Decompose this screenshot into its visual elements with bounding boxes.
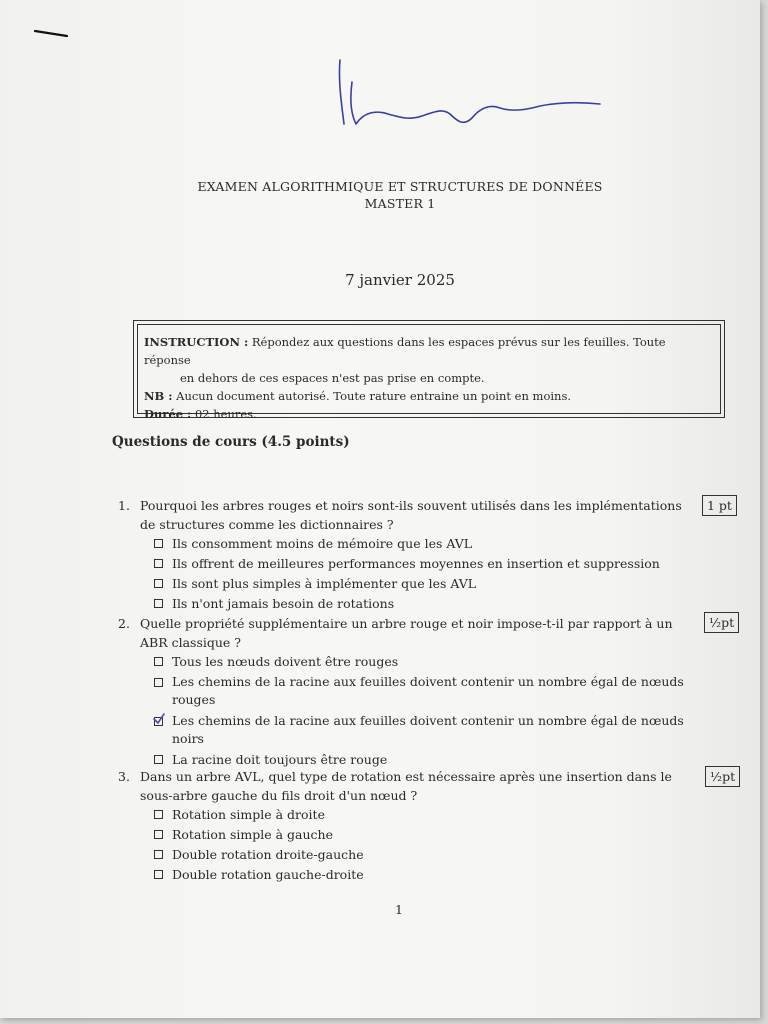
checkbox[interactable] <box>154 678 163 687</box>
option-label: Les chemins de la racine aux feuilles doivent contenir un nombre égal de nœuds rouges <box>172 674 684 707</box>
points-badge: 1 pt <box>702 495 737 516</box>
check-mark-icon <box>152 712 166 726</box>
question-number: 2. <box>118 616 130 631</box>
option-label: Les chemins de la racine aux feuilles doivent contenir un nombre égal de nœuds noirs <box>172 713 684 746</box>
option[interactable] <box>154 672 698 711</box>
question-text: Dans un arbre AVL, quel type de rotation est nécessaire après une insertion dans le sous-arbre gauche du fils droit d'un nœud ? <box>140 769 672 803</box>
nb-label: NB : <box>144 389 173 403</box>
instruction-line <box>144 333 714 369</box>
pen-mark <box>33 28 69 38</box>
checkbox[interactable] <box>154 870 163 879</box>
question-text: Pourquoi les arbres rouges et noirs sont-ils souvent utilisés dans les implémentations de structures comme les dictionnaires ? <box>140 498 682 532</box>
option-label: La racine doit toujours être rouge <box>172 752 388 767</box>
option-label: Tous les nœuds doivent être rouges <box>172 654 399 669</box>
exam-title-line1: EXAMEN ALGORITHMIQUE ET STRUCTURES DE DONNÉES <box>197 179 603 194</box>
question-2 <box>118 614 698 770</box>
option[interactable] <box>154 652 698 672</box>
duree-line <box>144 405 714 423</box>
page-number: 1 <box>395 902 403 917</box>
option-label: Rotation simple à gauche <box>172 827 333 842</box>
exam-title <box>0 178 768 212</box>
instructions-inner <box>137 324 721 421</box>
section-title: Questions de cours (4.5 points) <box>112 434 350 450</box>
option[interactable] <box>154 534 698 554</box>
option[interactable] <box>154 574 698 594</box>
option[interactable] <box>154 711 698 750</box>
instruction-text-1: Répondez aux questions dans les espaces prévus sur les feuilles. Toute réponse <box>144 335 666 367</box>
option-label: Double rotation droite-gauche <box>172 847 364 862</box>
duree-label: Durée : <box>144 407 192 421</box>
option[interactable] <box>154 805 698 825</box>
points-badge: ½pt <box>704 612 739 633</box>
nb-line <box>144 387 714 405</box>
option-label: Rotation simple à droite <box>172 807 325 822</box>
question-3 <box>118 767 698 885</box>
option-label: Ils n'ont jamais besoin de rotations <box>172 596 395 611</box>
checkbox[interactable] <box>154 559 163 568</box>
option-label: Ils sont plus simples à implémenter que les AVL <box>172 576 477 591</box>
duree-text: 02 heures. <box>194 407 257 421</box>
instructions-box <box>133 320 725 421</box>
question-1 <box>118 496 698 614</box>
option-label: Double rotation gauche-droite <box>172 867 364 882</box>
option-label: Ils offrent de meilleures performances moyennes en insertion et suppression <box>172 556 660 571</box>
points-badge: ½pt <box>705 766 740 787</box>
checkbox[interactable] <box>154 579 163 588</box>
option[interactable] <box>154 825 698 845</box>
option[interactable] <box>154 554 698 574</box>
checkbox[interactable] <box>154 810 163 819</box>
exam-title-line2: MASTER 1 <box>364 196 436 211</box>
checkbox[interactable] <box>154 850 163 859</box>
instruction-text-2: en dehors de ces espaces n'est pas prise en compte. <box>180 371 485 385</box>
checkbox[interactable] <box>154 539 163 548</box>
question-number: 3. <box>118 769 130 784</box>
checkbox[interactable] <box>154 830 163 839</box>
checkbox[interactable] <box>154 599 163 608</box>
option[interactable] <box>154 845 698 865</box>
option[interactable] <box>154 865 698 885</box>
handwritten-signature <box>330 52 610 137</box>
question-text: Quelle propriété supplémentaire un arbre rouge et noir impose-t-il par rapport à un ABR classique ? <box>140 616 673 650</box>
option-label: Ils consomment moins de mémoire que les AVL <box>172 536 473 551</box>
question-number: 1. <box>118 498 130 513</box>
exam-date: 7 janvier 2025 <box>345 271 455 289</box>
instruction-label: INSTRUCTION : <box>144 335 249 349</box>
nb-text: Aucun document autorisé. Toute rature entraine un point en moins. <box>176 389 572 403</box>
checkbox[interactable] <box>154 657 163 666</box>
option[interactable] <box>154 594 698 614</box>
checkbox[interactable] <box>154 755 163 764</box>
